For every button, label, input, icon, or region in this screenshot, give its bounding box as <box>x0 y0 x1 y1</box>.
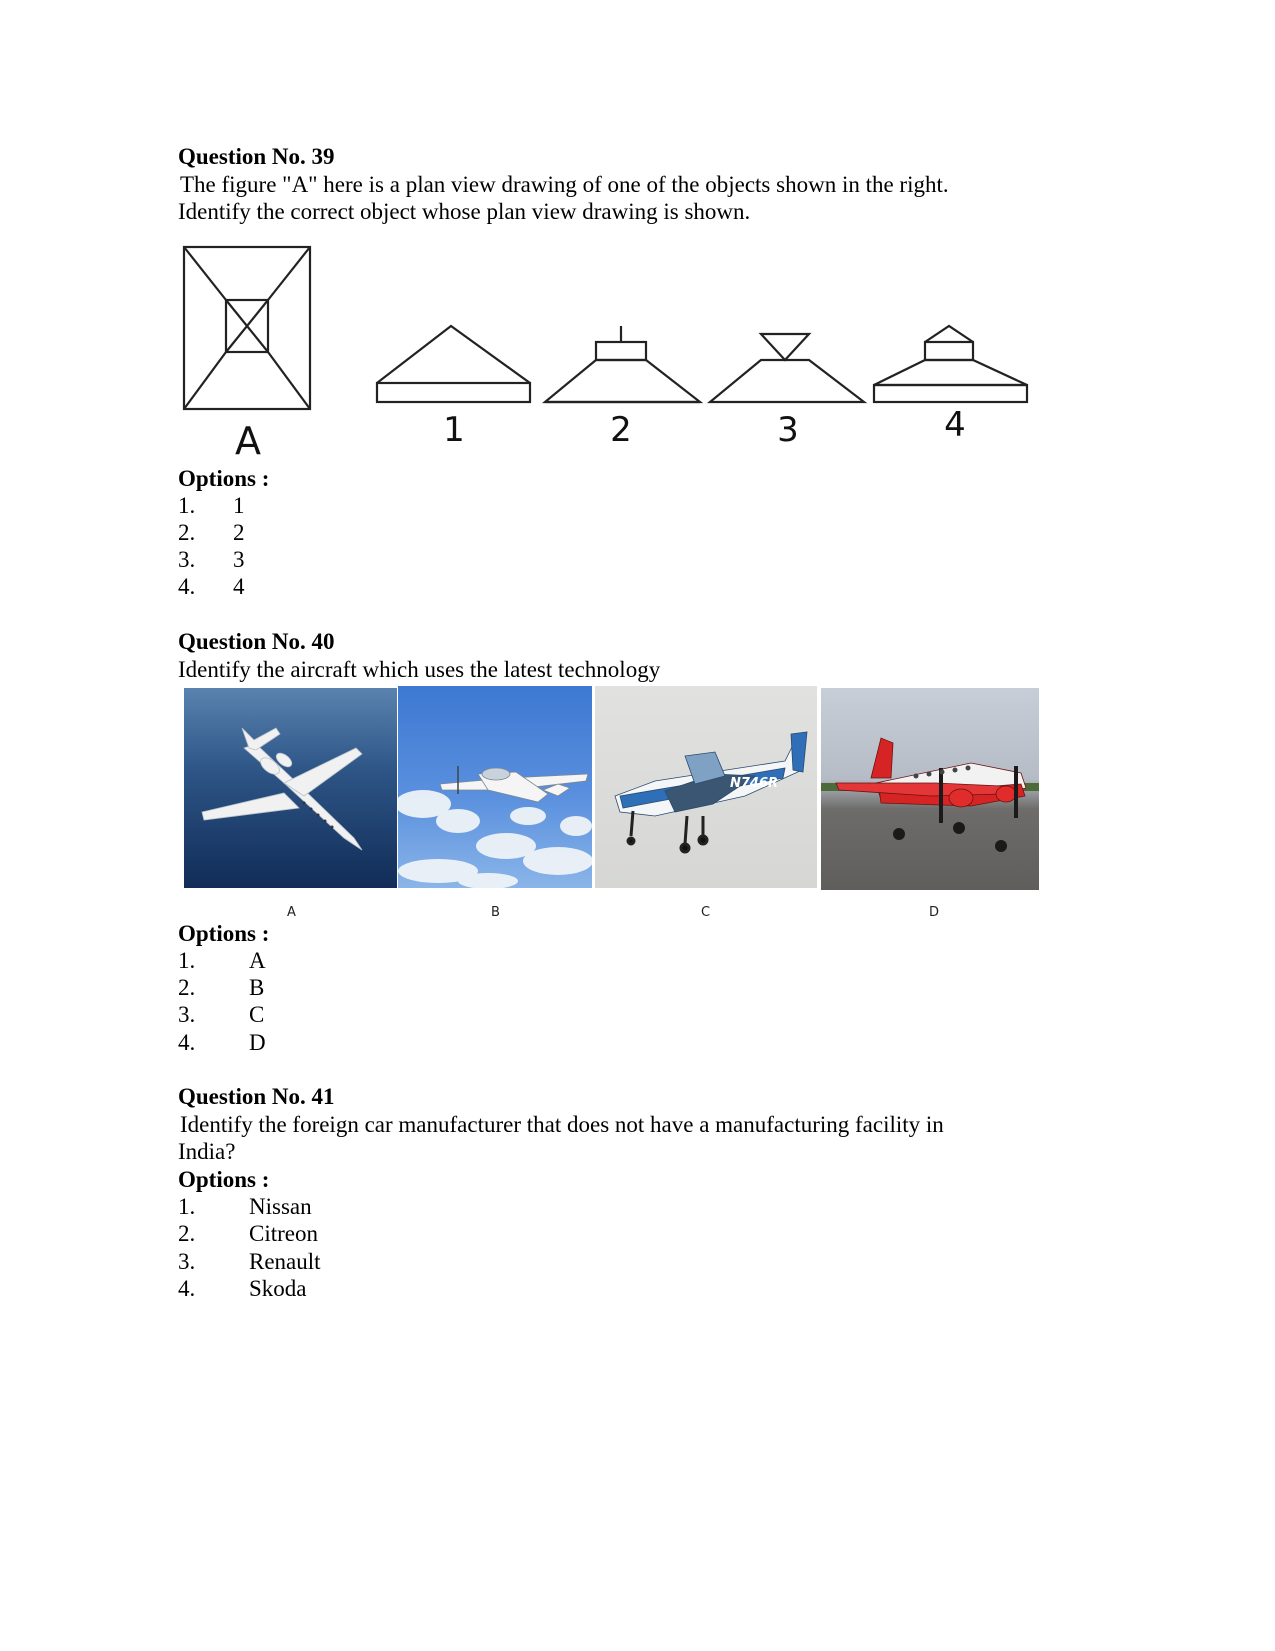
question-41-options-label: Options : <box>178 1167 270 1192</box>
question-40-title: Question No. 40 <box>178 629 335 654</box>
object-3-drawing <box>710 334 864 402</box>
option-number: 3. <box>178 1002 196 1027</box>
question-39-text-line1: The figure "A" here is a plan view drawing of one of the objects shown in the right. <box>180 172 949 197</box>
figure-label-2: 2 <box>610 410 632 450</box>
aircraft-c-registration: N746R <box>730 776 779 791</box>
question-41-title: Question No. 41 <box>178 1084 335 1109</box>
question-41-option-4[interactable] <box>178 1275 428 1303</box>
option-number: 2. <box>178 1221 196 1246</box>
object-2-drawing <box>545 326 700 402</box>
option-text: D <box>249 1030 266 1055</box>
question-40-option-1[interactable] <box>178 947 378 975</box>
question-41-text-line1: Identify the foreign car manufacturer that does not have a manufacturing facility in <box>180 1112 944 1137</box>
option-text: C <box>249 1002 265 1027</box>
option-text: Skoda <box>249 1276 307 1301</box>
question-41-option-3[interactable] <box>178 1248 428 1276</box>
question-40-text: Identify the aircraft which uses the latest technology <box>178 657 661 682</box>
figure-label-a: A <box>235 419 261 463</box>
plan-view-a-drawing <box>184 247 310 409</box>
question-39-option-3[interactable] <box>178 546 378 574</box>
option-text: A <box>249 948 266 973</box>
question-41-option-1[interactable] <box>178 1193 428 1221</box>
option-text: Renault <box>249 1249 321 1274</box>
question-39-text-line2: Identify the correct object whose plan view drawing is shown. <box>178 199 751 224</box>
question-39-options-label: Options : <box>178 466 270 491</box>
aircraft-caption-c: C <box>701 905 711 920</box>
aircraft-photo-d <box>821 688 1039 890</box>
aircraft-caption-a: A <box>287 905 296 920</box>
object-4-drawing <box>874 326 1027 402</box>
option-number: 4. <box>178 1276 196 1301</box>
aircraft-photo-a <box>184 688 397 888</box>
question-40-option-4[interactable] <box>178 1029 378 1057</box>
question-41-text-line2: India? <box>178 1139 236 1164</box>
option-number: 1. <box>178 1194 196 1219</box>
figure-label-3: 3 <box>777 410 799 450</box>
question-39-option-1[interactable] <box>178 492 378 520</box>
aircraft-photo-c <box>595 686 817 888</box>
option-text: 1 <box>233 493 245 518</box>
option-text: Nissan <box>249 1194 312 1219</box>
figure-label-4: 4 <box>944 405 966 445</box>
question-39-title: Question No. 39 <box>178 144 335 169</box>
question-40-options-label: Options : <box>178 921 270 946</box>
option-number: 4. <box>178 1030 196 1055</box>
option-text: B <box>249 975 265 1000</box>
option-number: 2. <box>178 975 196 1000</box>
option-number: 1. <box>178 493 196 518</box>
option-text: Citreon <box>249 1221 318 1246</box>
aircraft-photo-b <box>398 686 592 888</box>
question-40-option-3[interactable] <box>178 1001 378 1029</box>
question-39-option-4[interactable] <box>178 573 378 601</box>
option-number: 1. <box>178 948 196 973</box>
aircraft-caption-b: B <box>491 905 500 920</box>
question-41-option-2[interactable] <box>178 1220 428 1248</box>
plan-view-figure <box>176 238 1046 463</box>
option-text: 2 <box>233 520 245 545</box>
option-number: 3. <box>178 1249 196 1274</box>
option-text: 4 <box>233 574 245 599</box>
option-text: 3 <box>233 547 245 572</box>
option-number: 3. <box>178 547 196 572</box>
option-number: 4. <box>178 574 196 599</box>
option-number: 2. <box>178 520 196 545</box>
figure-label-1: 1 <box>443 410 465 450</box>
aircraft-caption-d: D <box>929 905 940 920</box>
object-1-drawing <box>377 326 530 402</box>
question-39-option-2[interactable] <box>178 519 378 547</box>
question-40-option-2[interactable] <box>178 974 378 1002</box>
